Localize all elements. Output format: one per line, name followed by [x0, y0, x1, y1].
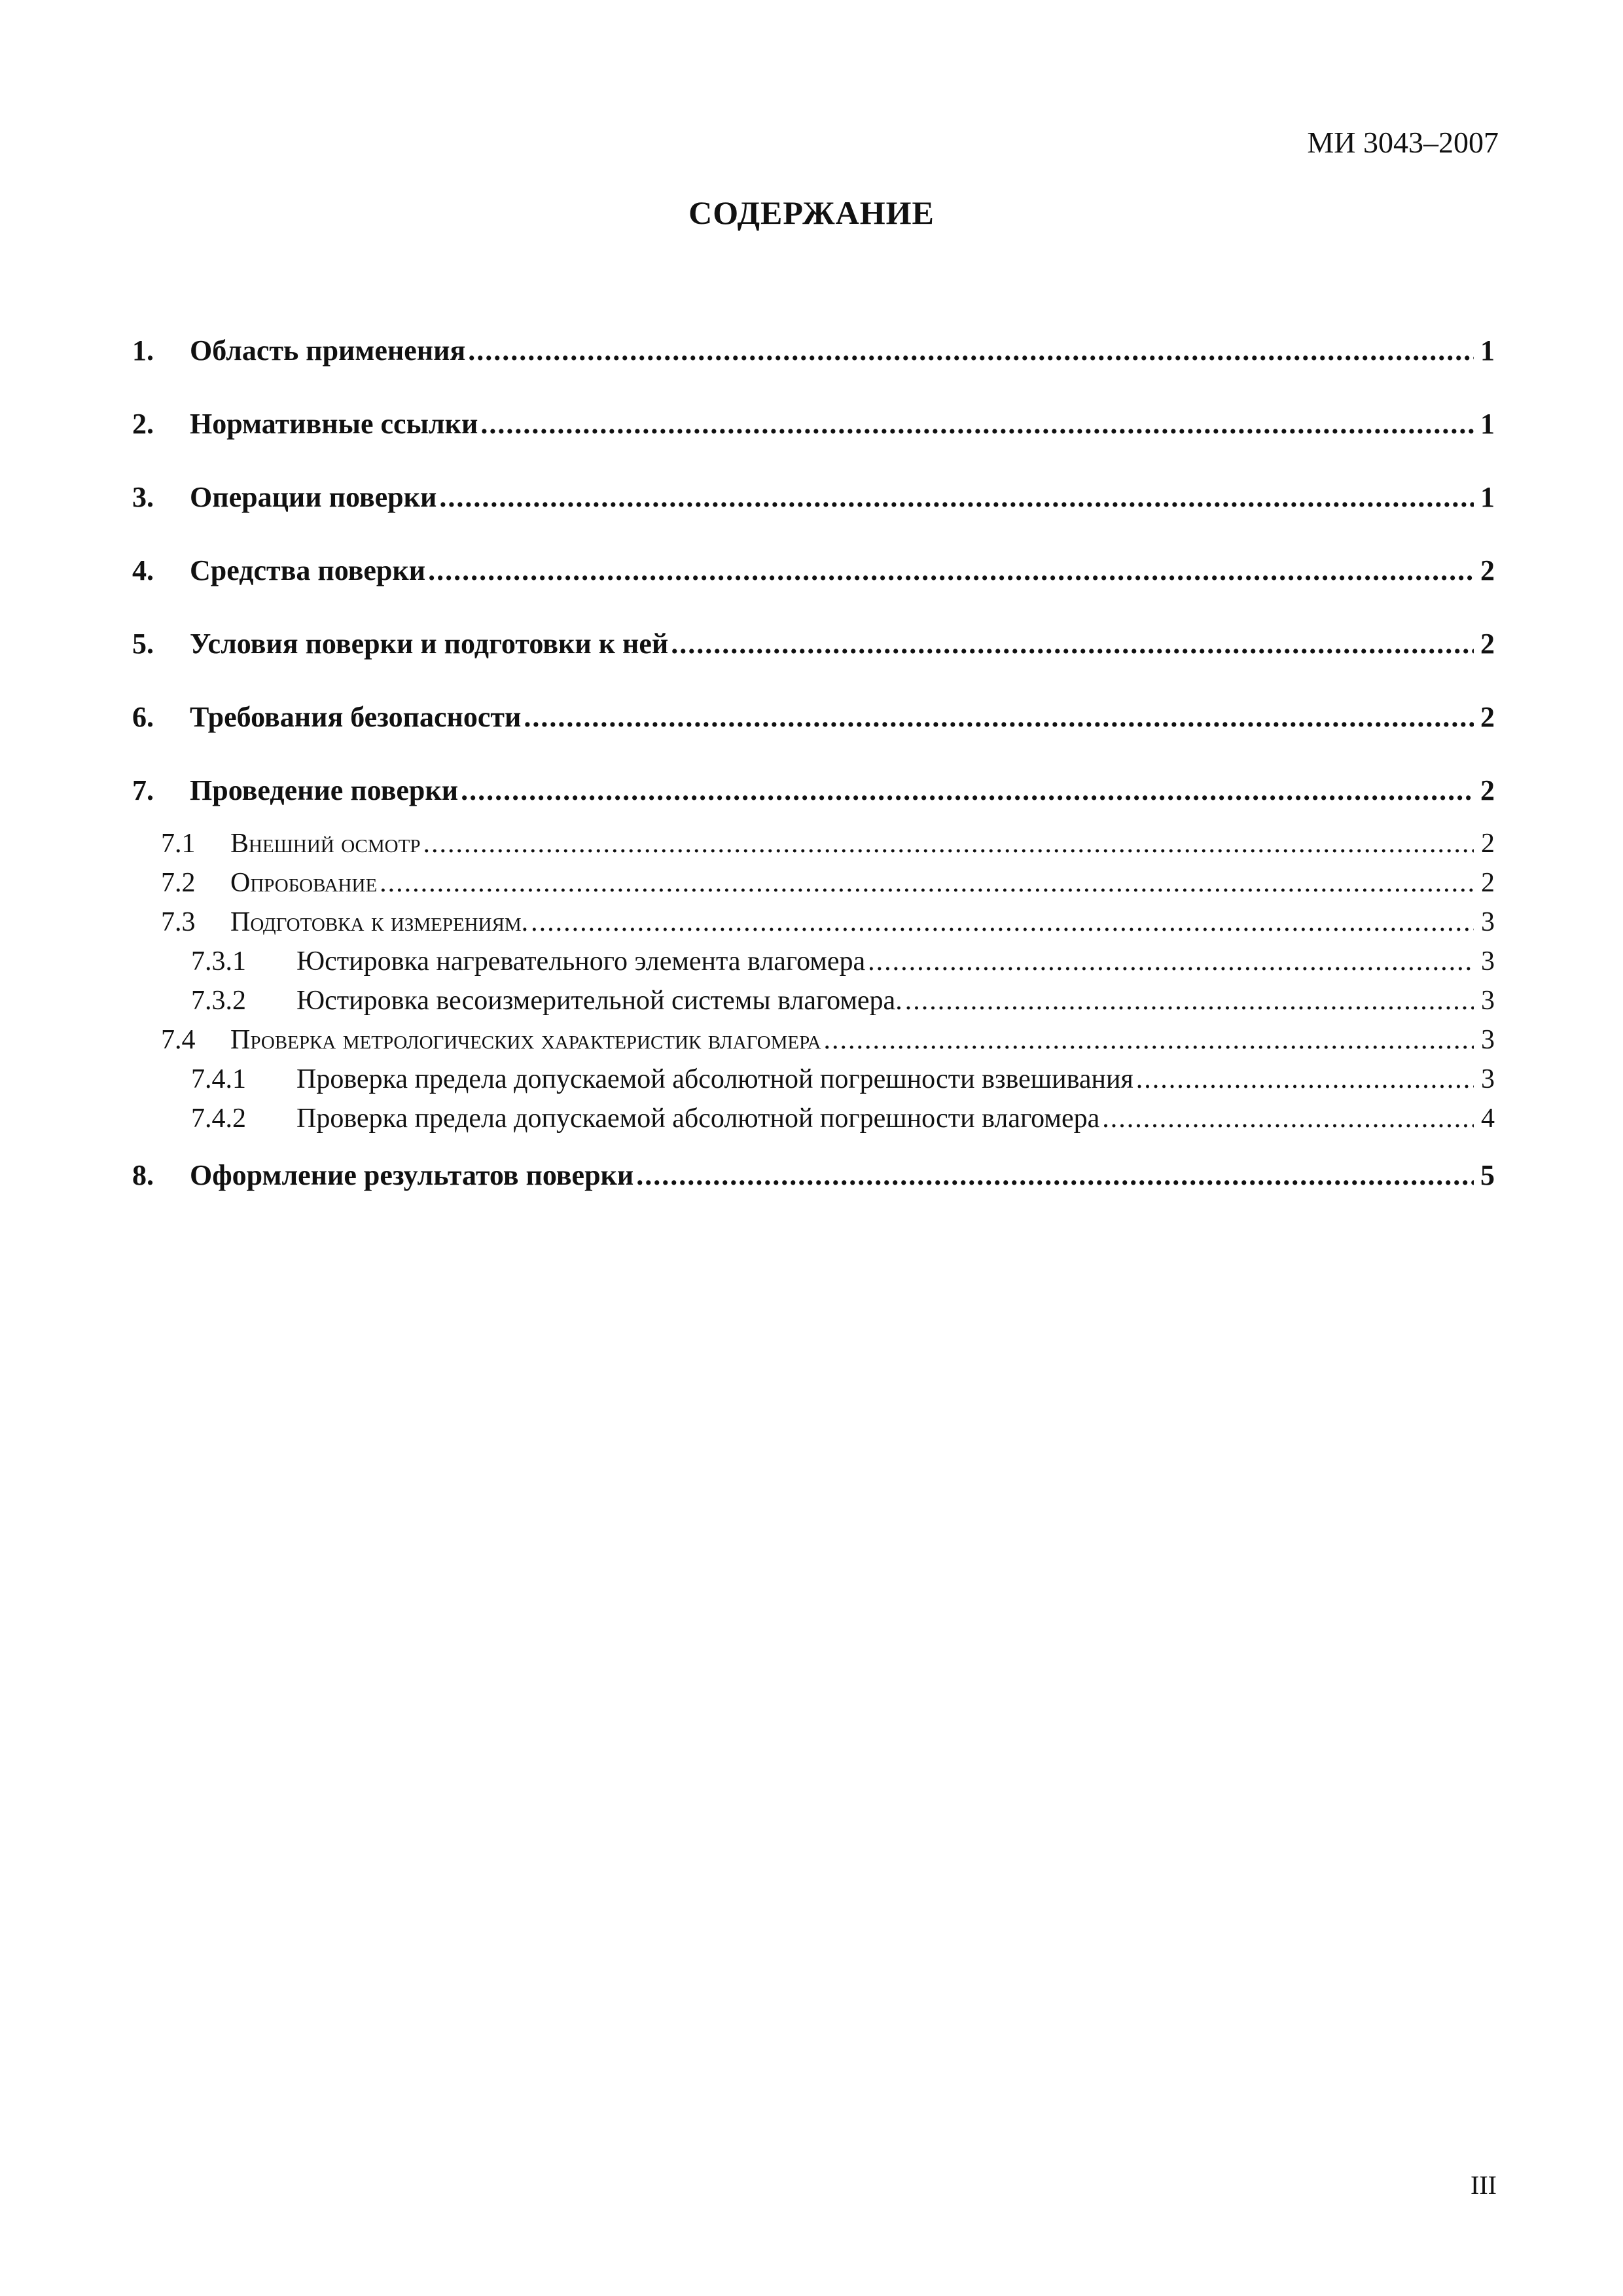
dot-leader — [671, 630, 1474, 658]
toc-entry-7-2[interactable] — [132, 865, 1495, 901]
toc-entry-7-3[interactable] — [132, 905, 1495, 940]
dot-leader — [636, 1161, 1474, 1190]
toc-number: 7.4.2 — [191, 1103, 246, 1134]
toc-label: Проверка предела допускаемой абсолютной погрешности влагомера — [296, 1103, 1100, 1134]
toc-label: Опробование — [230, 868, 378, 898]
toc-label: Подготовка к измерениям. — [230, 907, 529, 937]
toc-number: 7.4.1 — [191, 1064, 246, 1094]
toc-page-number: 4 — [1481, 1103, 1495, 1134]
dot-leader — [468, 336, 1474, 365]
dot-leader — [461, 776, 1474, 805]
toc-page-number: 3 — [1481, 907, 1495, 937]
toc-number: 7.2 — [161, 868, 196, 898]
toc-entry-7[interactable] — [132, 772, 1495, 809]
toc-page-number: 5 — [1480, 1159, 1495, 1191]
dot-leader — [423, 830, 1474, 857]
document-code: МИ 3043–2007 — [1307, 126, 1499, 159]
toc-number: 7.4 — [161, 1025, 196, 1055]
toc-entry-1[interactable] — [132, 332, 1495, 369]
table-of-contents — [132, 0, 1495, 1244]
toc-title: СОДЕРЖАНИЕ — [688, 194, 935, 231]
page-number: III — [1471, 2170, 1497, 2200]
toc-page-number: 2 — [1480, 701, 1495, 733]
toc-entry-3[interactable] — [132, 479, 1495, 516]
toc-entry-7-4-2[interactable] — [132, 1101, 1495, 1136]
dot-leader — [439, 483, 1474, 512]
dot-leader — [480, 410, 1474, 439]
toc-entry-2[interactable] — [132, 406, 1495, 442]
toc-number: 7. — [132, 774, 154, 806]
dot-leader — [824, 1026, 1474, 1054]
toc-number: 4. — [132, 554, 154, 586]
dot-leader — [1136, 1066, 1474, 1093]
toc-entry-7-1[interactable] — [132, 826, 1495, 861]
toc-page-number: 2 — [1480, 628, 1495, 660]
toc-page-number: 2 — [1480, 554, 1495, 586]
toc-label: Область применения — [190, 334, 466, 367]
dot-leader — [428, 556, 1474, 585]
toc-number: 8. — [132, 1159, 154, 1191]
toc-page-number: 3 — [1481, 946, 1495, 977]
toc-entry-7-3-1[interactable] — [132, 944, 1495, 979]
toc-label: Средства поверки — [190, 554, 426, 586]
toc-page-number: 1 — [1480, 408, 1495, 440]
toc-number: 7.1 — [161, 829, 196, 859]
dot-leader — [531, 908, 1474, 936]
dot-leader — [380, 869, 1474, 897]
toc-page-number: 3 — [1481, 1064, 1495, 1094]
toc-page-number: 2 — [1481, 829, 1495, 859]
toc-entry-7-4[interactable] — [132, 1022, 1495, 1058]
toc-number: 7.3.2 — [191, 986, 246, 1016]
toc-label: Юстировка нагревательного элемента влагомера — [296, 946, 866, 977]
toc-page-number: 2 — [1480, 774, 1495, 806]
toc-label: Операции поверки — [190, 481, 437, 513]
toc-number: 3. — [132, 481, 154, 513]
toc-entry-7-3-2[interactable] — [132, 983, 1495, 1018]
toc-label: Внешний осмотр — [230, 829, 421, 859]
dot-leader — [905, 987, 1474, 1014]
dot-leader — [524, 703, 1474, 732]
toc-number: 6. — [132, 701, 154, 733]
toc-label: Условия поверки и подготовки к ней — [190, 628, 669, 660]
toc-label: Юстировка весоизмерительной системы влагомера. — [296, 986, 902, 1016]
toc-page-number: 2 — [1481, 868, 1495, 898]
toc-number: 1. — [132, 334, 154, 367]
toc-entry-6[interactable] — [132, 699, 1495, 736]
toc-entry-4[interactable] — [132, 552, 1495, 589]
toc-page-number: 3 — [1481, 986, 1495, 1016]
toc-page-number: 1 — [1480, 481, 1495, 513]
toc-number: 5. — [132, 628, 154, 660]
toc-label: Нормативные ссылки — [190, 408, 478, 440]
toc-label: Проверка метрологических характеристик влагомера — [230, 1025, 821, 1055]
toc-number: 7.3.1 — [191, 946, 246, 977]
dot-leader — [1102, 1105, 1474, 1132]
toc-label: Проведение поверки — [190, 774, 459, 806]
dot-leader — [868, 948, 1474, 975]
toc-number: 7.3 — [161, 907, 196, 937]
toc-page-number: 1 — [1480, 334, 1495, 367]
toc-label: Проверка предела допускаемой абсолютной погрешности взвешивания — [296, 1064, 1133, 1094]
toc-page-number: 3 — [1481, 1025, 1495, 1055]
toc-entry-8[interactable] — [132, 1157, 1495, 1194]
toc-entry-7-4-1[interactable] — [132, 1062, 1495, 1097]
toc-label: Оформление результатов поверки — [190, 1159, 634, 1191]
toc-entry-5[interactable] — [132, 626, 1495, 662]
toc-label: Требования безопасности — [190, 701, 522, 733]
toc-number: 2. — [132, 408, 154, 440]
